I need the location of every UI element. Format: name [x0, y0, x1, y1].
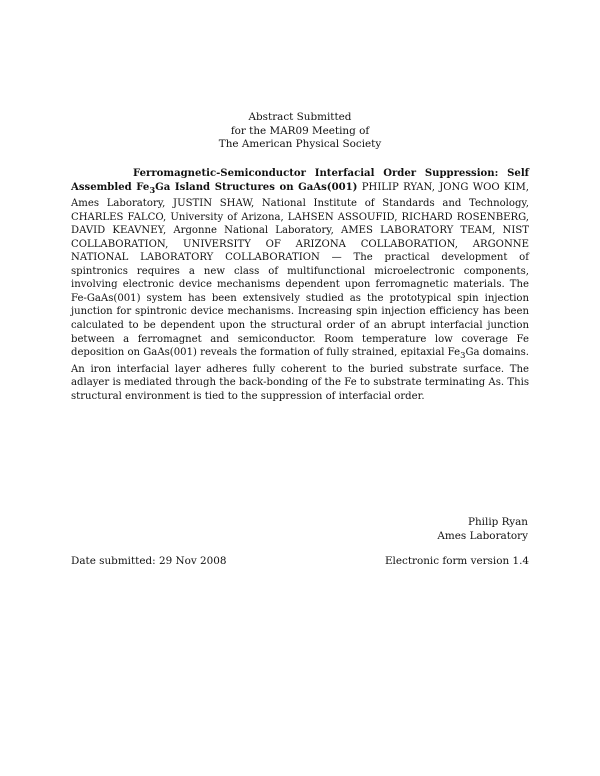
form-version: Electronic form version 1.4: [384, 555, 529, 567]
header-line-1: Abstract Submitted: [248, 111, 352, 123]
body-part-1: — The practical development of spintronics requires a new class of multifunctional microelectronic components, involving electronic device mechanisms dependent upon ferromagnetic materials. The Fe-GaAs(001) system has been extensively studied as the prototypical spin injection junction for spintronic device mechanisms. Increasing spin injection efficiency has been calculated to be dependent upon the structural order of an abrupt interfacial junction between a ferromagnet and semiconductor. Room temperature low coverage Fe deposition on GaAs(001) reveals the formation of fully strained, epitaxial Fe: [71, 252, 529, 359]
title-part-1: Ferromagnetic-Semiconductor Interfacial Order Suppression: Self Assembled Fe: [71, 168, 529, 193]
body-subscript: 3: [460, 350, 466, 361]
body-part-2: Ga domains. An iron interfacial layer adheres fully coherent to the buried substrate surface. The adlayer is mediated through the back-bonding of the Fe to substrate terminating As. This structural environment is tied to the suppression of interfacial order.: [71, 347, 530, 402]
abstract-text: [71, 167, 529, 403]
author-list: PHILIP RYAN, JONG WOO KIM, Ames Laboratory, JUSTIN SHAW, National Institute of Standards and Technology, CHARLES FALCO, University of Arizona, LAHSEN ASSOUFID, RICHARD ROSENBERG, DAVID KEAVNEY, Argonne National Laboratory, AMES LABORATORY TEAM, NIST COLLABORATION, UNIVERSITY OF ARIZONA COLLABORATION, ARGONNE NATIONAL LABORATORY COLLABORATION: [71, 181, 530, 264]
submitter-affiliation: Ames Laboratory: [437, 530, 528, 542]
submission-header: [0, 111, 600, 152]
header-line-3: The American Physical Society: [218, 138, 382, 151]
header-line-2: for the MAR09 Meeting of: [230, 124, 370, 137]
title-part-2: Ga Island Structures on GaAs(001): [155, 181, 358, 193]
submitter-signature: [437, 515, 528, 543]
title-subscript: 3: [149, 184, 156, 195]
date-submitted: Date submitted: 29 Nov 2008: [71, 555, 227, 567]
submitter-name: Philip Ryan: [467, 516, 528, 528]
